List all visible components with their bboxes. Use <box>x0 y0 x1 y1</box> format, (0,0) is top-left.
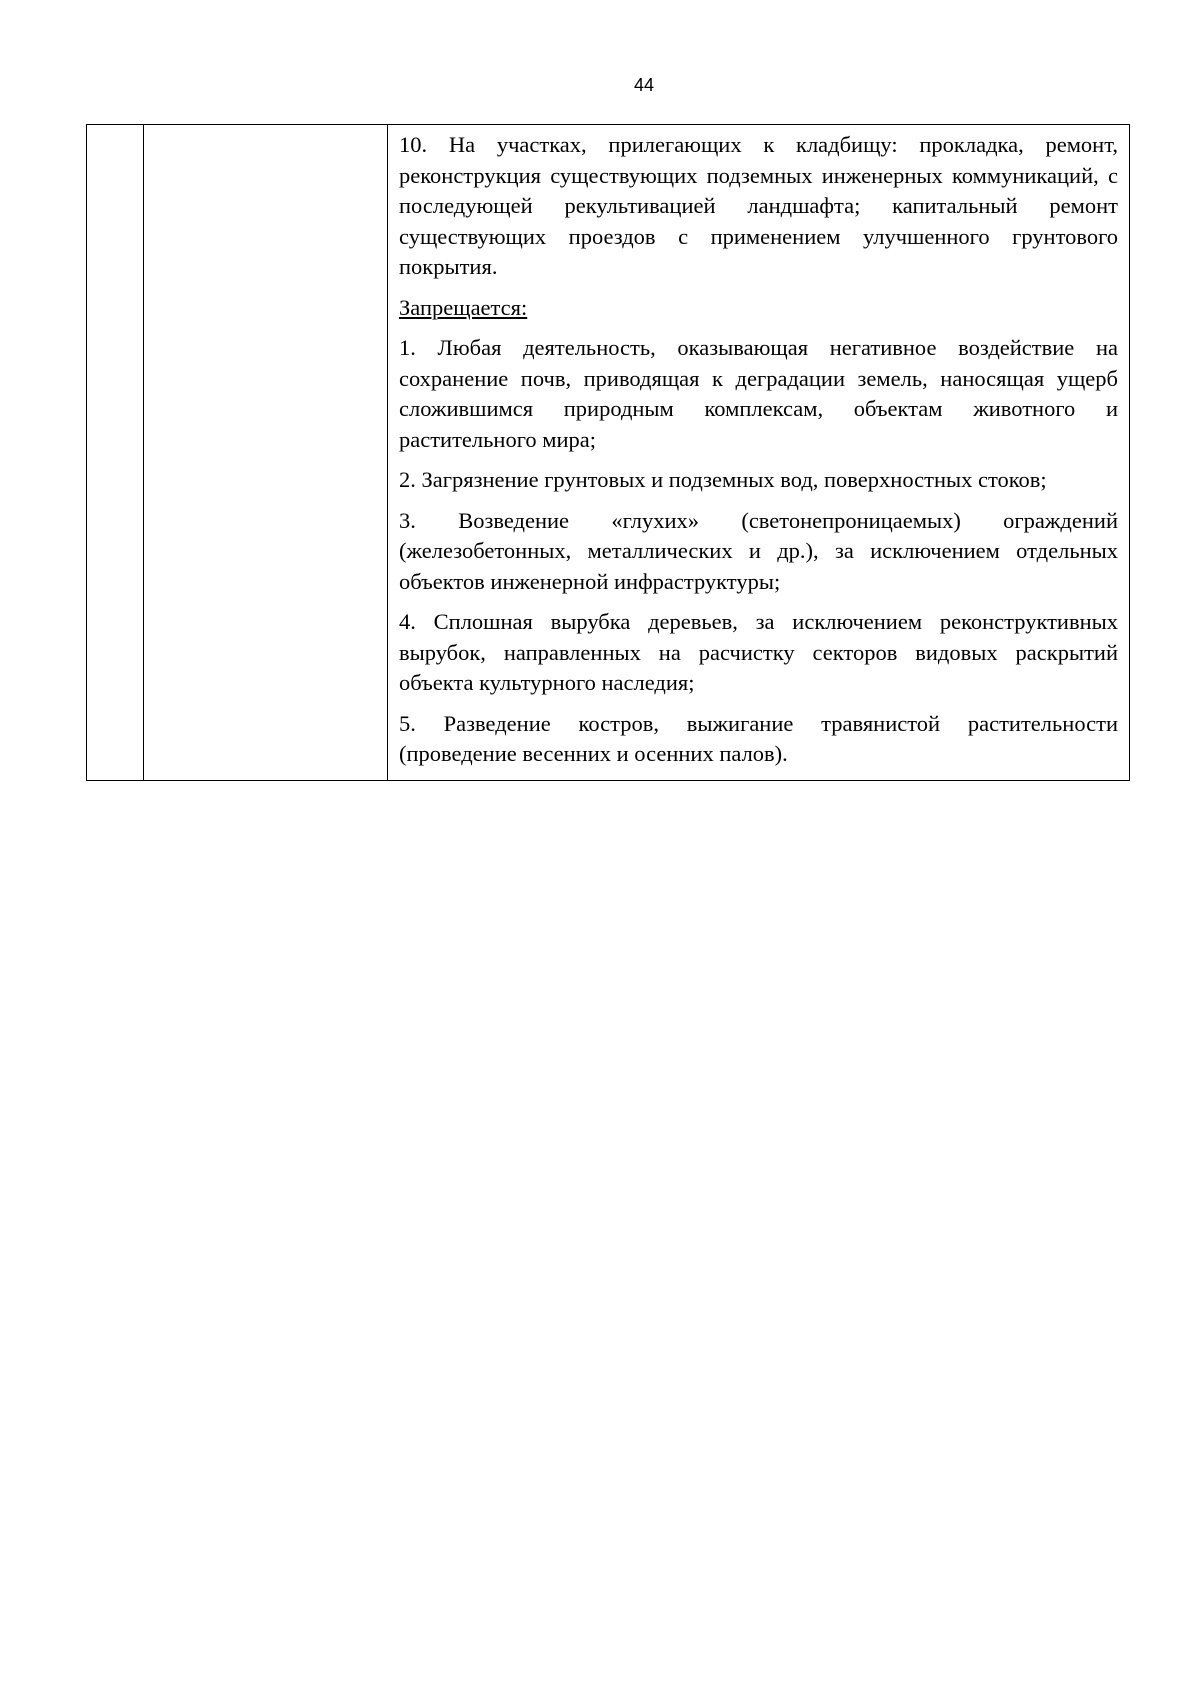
zone-cell <box>144 125 388 781</box>
requirements-cell <box>388 125 1130 781</box>
regulation-table <box>86 124 1130 781</box>
paragraph-prohibited-2: 2. Загрязнение грунтовых и подземных вод, поверхностных стоков; <box>399 467 1047 492</box>
paragraph-prohibited-3: 3. Возведение «глухих» (светонепроницаемых) ограждений (железобетонных, металлических и др.), за исключением отдельных объектов инженерной инфраструктуры; <box>399 507 1118 594</box>
page-number: 44 <box>633 75 655 95</box>
paragraph-prohibited-1: 1. Любая деятельность, оказывающая негативное воздействие на сохранение почв, приводящая к деградации земель, наносящая ущерб сложившимся природным комплексам, объектам животного и растительного мира; <box>399 335 1118 452</box>
paragraph-prohibited-5: 5. Разведение костров, выжигание травянистой растительности (проведение весенних и осенних палов). <box>399 710 1118 766</box>
paragraph-prohibited-4: 4. Сплошная вырубка деревьев, за исключением реконструктивных вырубок, направленных на расчистку секторов видовых раскрытий объекта культурного наследия; <box>399 609 1118 695</box>
paragraph-permitted-10: 10. На участках, прилегающих к кладбищу: прокладка, ремонт, реконструкция существующих подземных инженерных коммуникаций, с последующей рекультивацией ландшафта; капитальный ремонт существующих проездов с применением улучшенного грунтового покрытия. <box>399 132 1118 279</box>
number-cell <box>87 125 144 781</box>
prohibited-heading: Запрещается: <box>399 294 528 320</box>
table-row <box>87 125 1130 781</box>
